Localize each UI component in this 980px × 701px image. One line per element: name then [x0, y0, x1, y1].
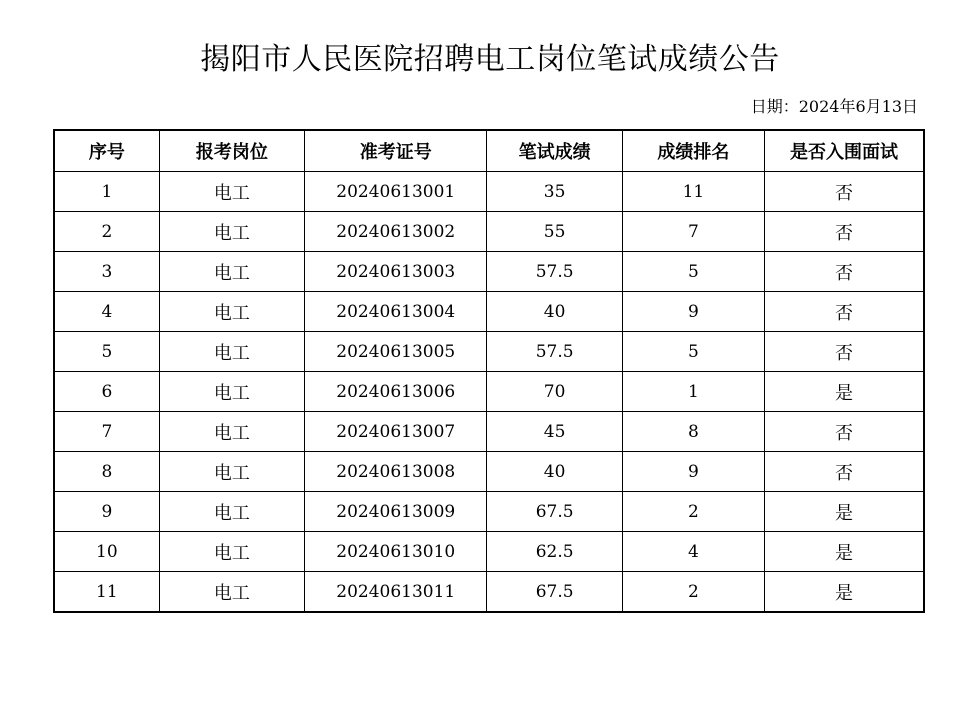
- cell-position: 电工: [159, 252, 304, 292]
- table-row: [54, 572, 924, 613]
- cell-seq: 2: [54, 212, 159, 252]
- cell-seq: 10: [54, 532, 159, 572]
- cell-score: 40: [487, 452, 622, 492]
- header-seq: 序号: [54, 130, 159, 172]
- cell-position: 电工: [159, 452, 304, 492]
- cell-shortlisted: 否: [765, 212, 924, 252]
- header-score: 笔试成绩: [487, 130, 622, 172]
- cell-position: 电工: [159, 332, 304, 372]
- cell-shortlisted: 否: [765, 452, 924, 492]
- table-row: [54, 252, 924, 292]
- results-table: [53, 129, 925, 613]
- cell-score: 35: [487, 172, 622, 212]
- table-row: [54, 492, 924, 532]
- cell-position: 电工: [159, 492, 304, 532]
- cell-seq: 7: [54, 412, 159, 452]
- cell-ticket-number: 20240613004: [305, 292, 487, 332]
- cell-shortlisted: 否: [765, 172, 924, 212]
- cell-score: 45: [487, 412, 622, 452]
- cell-position: 电工: [159, 572, 304, 613]
- cell-seq: 5: [54, 332, 159, 372]
- cell-position: 电工: [159, 292, 304, 332]
- cell-ticket-number: 20240613001: [305, 172, 487, 212]
- table-row: [54, 452, 924, 492]
- cell-shortlisted: 否: [765, 412, 924, 452]
- cell-rank: 5: [622, 332, 764, 372]
- header-ticket-number: 准考证号: [305, 130, 487, 172]
- table-row: [54, 212, 924, 252]
- cell-ticket-number: 20240613007: [305, 412, 487, 452]
- cell-ticket-number: 20240613002: [305, 212, 487, 252]
- cell-rank: 5: [622, 252, 764, 292]
- cell-rank: 9: [622, 292, 764, 332]
- cell-score: 62.5: [487, 532, 622, 572]
- header-rank: 成绩排名: [622, 130, 764, 172]
- cell-seq: 4: [54, 292, 159, 332]
- cell-seq: 11: [54, 572, 159, 613]
- header-shortlisted: 是否入围面试: [765, 130, 924, 172]
- table-row: [54, 372, 924, 412]
- cell-ticket-number: 20240613009: [305, 492, 487, 532]
- cell-seq: 6: [54, 372, 159, 412]
- cell-shortlisted: 是: [765, 572, 924, 613]
- cell-score: 67.5: [487, 572, 622, 613]
- cell-shortlisted: 是: [765, 372, 924, 412]
- cell-position: 电工: [159, 532, 304, 572]
- cell-position: 电工: [159, 412, 304, 452]
- cell-rank: 2: [622, 572, 764, 613]
- cell-score: 70: [487, 372, 622, 412]
- table-row: [54, 532, 924, 572]
- cell-ticket-number: 20240613006: [305, 372, 487, 412]
- cell-rank: 8: [622, 412, 764, 452]
- announcement-date: 日期：2024年6月13日: [750, 97, 918, 116]
- table-header-row: [54, 130, 924, 172]
- header-position: 报考岗位: [159, 130, 304, 172]
- cell-position: 电工: [159, 172, 304, 212]
- table-row: [54, 412, 924, 452]
- cell-seq: 9: [54, 492, 159, 532]
- table-row: [54, 292, 924, 332]
- cell-score: 67.5: [487, 492, 622, 532]
- cell-seq: 1: [54, 172, 159, 212]
- cell-seq: 3: [54, 252, 159, 292]
- cell-position: 电工: [159, 372, 304, 412]
- cell-score: 55: [487, 212, 622, 252]
- cell-position: 电工: [159, 212, 304, 252]
- cell-seq: 8: [54, 452, 159, 492]
- cell-shortlisted: 是: [765, 532, 924, 572]
- cell-score: 57.5: [487, 332, 622, 372]
- cell-shortlisted: 否: [765, 332, 924, 372]
- cell-rank: 4: [622, 532, 764, 572]
- cell-rank: 9: [622, 452, 764, 492]
- cell-rank: 2: [622, 492, 764, 532]
- cell-ticket-number: 20240613008: [305, 452, 487, 492]
- cell-ticket-number: 20240613011: [305, 572, 487, 613]
- table-row: [54, 332, 924, 372]
- cell-ticket-number: 20240613003: [305, 252, 487, 292]
- cell-shortlisted: 否: [765, 252, 924, 292]
- cell-ticket-number: 20240613005: [305, 332, 487, 372]
- page-title: 揭阳市人民医院招聘电工岗位笔试成绩公告: [200, 42, 780, 77]
- table-row: [54, 172, 924, 212]
- cell-shortlisted: 是: [765, 492, 924, 532]
- cell-score: 57.5: [487, 252, 622, 292]
- cell-shortlisted: 否: [765, 292, 924, 332]
- cell-rank: 11: [622, 172, 764, 212]
- cell-ticket-number: 20240613010: [305, 532, 487, 572]
- cell-rank: 1: [622, 372, 764, 412]
- cell-rank: 7: [622, 212, 764, 252]
- cell-score: 40: [487, 292, 622, 332]
